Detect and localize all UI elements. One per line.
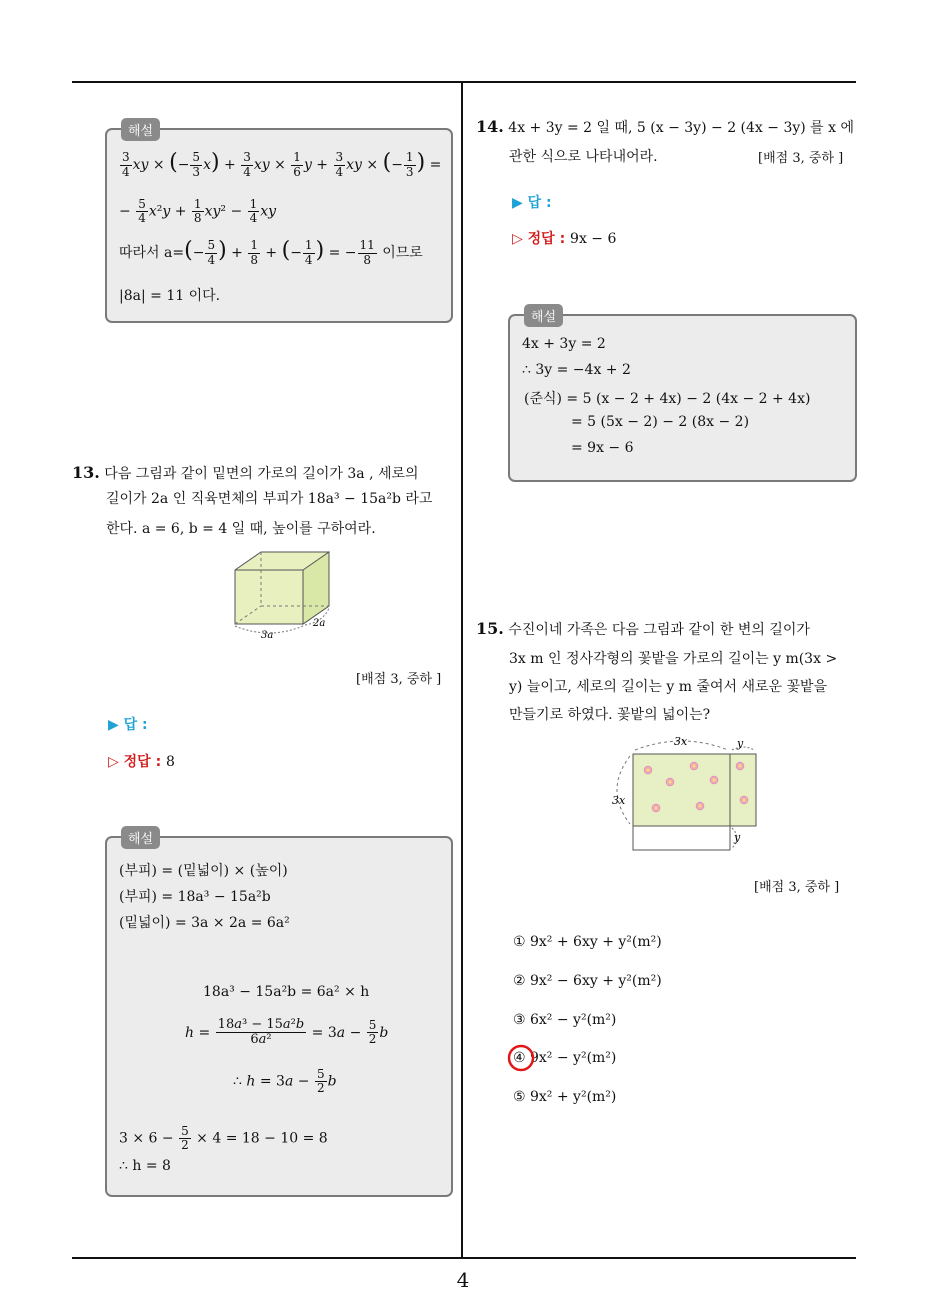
question-text-line: 한다. a = 6, b = 4 일 때, 높이를 구하여라. — [106, 521, 376, 537]
explanation-text: 이므로 — [377, 245, 423, 261]
question-15 — [476, 619, 810, 639]
explanation-box-12 — [105, 124, 453, 323]
explanation-text: 따라서 a= — [119, 245, 185, 261]
explanation-line-4: |8a| = 11 이다. — [119, 288, 221, 304]
explanation-line: ∴ h = 8 — [119, 1158, 171, 1174]
explanation-line: (밑넓이) = 3a × 2a = 6a² — [119, 915, 290, 931]
choice-3[interactable]: ③ 6x² − y²(m²) — [513, 1012, 617, 1028]
question-text-line: y) 늘이고, 세로의 길이는 y m 줄여서 새로운 꽃밭을 — [509, 679, 828, 695]
question-text-line: 수진이네 가족은 다음 그림과 같이 한 변의 길이가 — [508, 622, 810, 638]
question-number: 14. — [476, 117, 504, 136]
garden-left-label: 3x — [612, 794, 626, 807]
question-text-line: 다음 그림과 같이 밑면의 가로의 길이가 3a , 세로의 — [104, 466, 419, 482]
question-number: 15. — [476, 619, 504, 638]
question-text-line: 관한 식으로 나타내어라. — [509, 149, 658, 165]
solution-value-13: 8 — [166, 754, 175, 770]
explanation-line: 4x + 3y = 2 — [522, 336, 606, 352]
choice-4[interactable]: ④ 9x² − y²(m²) — [513, 1050, 617, 1066]
choice-2[interactable]: ② 9x² − 6xy + y²(m²) — [513, 973, 662, 989]
flower-garden-figure — [608, 734, 768, 854]
correct-answer-mark — [506, 1043, 536, 1073]
answer-label-14: ▶ 답 : — [512, 195, 552, 211]
solution-label-14 — [512, 228, 616, 248]
score-15: [배점 3, 중하 ] — [754, 880, 840, 895]
explanation-line: (준식) = 5 (x − 2 + 4x) − 2 (4x − 2 + 4x) — [524, 391, 811, 407]
explanation-line: ∴ 3y = −4x + 2 — [522, 362, 631, 378]
solution-label-text: ▷ 정답 : — [512, 231, 566, 247]
bottom-rule — [72, 1257, 856, 1259]
question-13 — [72, 458, 456, 489]
solution-label-text: ▷ 정답 : — [108, 754, 162, 770]
cuboid-depth-label: 2a — [313, 618, 326, 629]
question-number: 13. — [72, 463, 100, 482]
garden-top-right-label: y — [737, 737, 744, 750]
explanation-line-2: − $\frac{5}{4}$ x²y + $\frac{1}{8}$ xy² − $\frac{1}{4}$ xy — [119, 197, 277, 226]
explanation-line: (부피) = 18a³ − 15a²b — [119, 889, 271, 905]
explanation-line-calc: 3 × 6 − $\frac{5}{2}$ × 4 = 18 − 10 = 8 — [119, 1124, 328, 1153]
question-text-line: 4x + 3y = 2 일 때, 5 (x − 3y) − 2 (4x − 3y) 를 x 에 — [508, 120, 855, 136]
explanation-tag: 해설 — [524, 304, 563, 327]
explanation-line: = 5 (5x − 2) − 2 (8x − 2) — [571, 414, 750, 430]
column-divider — [461, 82, 463, 1258]
cuboid-figure — [225, 548, 365, 648]
explanation-line-1: $\frac{3}{4}$ xy × (− $\frac{5}{3}$ x) + $\frac{3}{4}$ xy × $\frac{1}{6}$ y + $\frac{3}{4}$ xy × (− $\frac{1}{3}$ ) = — [122, 150, 442, 179]
garden-top-label: 3x — [674, 735, 688, 748]
page-number: 4 — [456, 1268, 470, 1292]
question-text-line: 3x m 인 정사각형의 꽃밭을 가로의 길이는 y m(3x > — [509, 651, 838, 667]
explanation-line: = 9x − 6 — [571, 440, 634, 456]
top-rule — [72, 81, 856, 83]
solution-value-14: 9x − 6 — [570, 231, 617, 247]
explanation-line: 18a³ − 15a²b = 6a² × h — [203, 984, 370, 1000]
explanation-box-13 — [105, 832, 453, 1197]
answer-label-13: ▶ 답 : — [108, 717, 148, 733]
solution-label-13 — [108, 751, 175, 771]
explanation-line-3: 따라서 a=(− $\frac{5}{4}$ ) + $\frac{1}{8}$ + (− $\frac{1}{4}$ ) = − $\frac{11}{8}$ 이므로 — [119, 238, 423, 267]
explanation-tag: 해설 — [121, 118, 160, 141]
question-text-line: 만들기로 하였다. 꽃밭의 넓이는? — [509, 707, 711, 723]
garden-bottom-right-label: y — [734, 831, 741, 844]
choice-5[interactable]: ⑤ 9x² + y²(m²) — [513, 1089, 617, 1105]
score-14: [배점 3, 중하 ] — [758, 151, 844, 166]
score-13: [배점 3, 중하 ] — [356, 672, 442, 687]
explanation-line-h: h = $\frac{\text{18a³ − 15a²b}}{\text{6a²}}$ = 3a − $\frac{5}{2}$ b — [185, 1017, 389, 1048]
question-text-line: 길이가 2a 인 직육면체의 부피가 18a³ − 15a²b 라고 — [106, 491, 433, 507]
choice-1[interactable]: ① 9x² + 6xy + y²(m²) — [513, 934, 662, 950]
explanation-line-h2: ∴ h = 3a − $\frac{5}{2}$ b — [233, 1067, 337, 1096]
explanation-box-14 — [508, 310, 857, 482]
explanation-tag: 해설 — [121, 826, 160, 849]
cuboid-width-label: 3a — [261, 630, 274, 641]
explanation-line: (부피) = (밑넓이) × (높이) — [119, 863, 288, 879]
question-14 — [476, 117, 854, 137]
